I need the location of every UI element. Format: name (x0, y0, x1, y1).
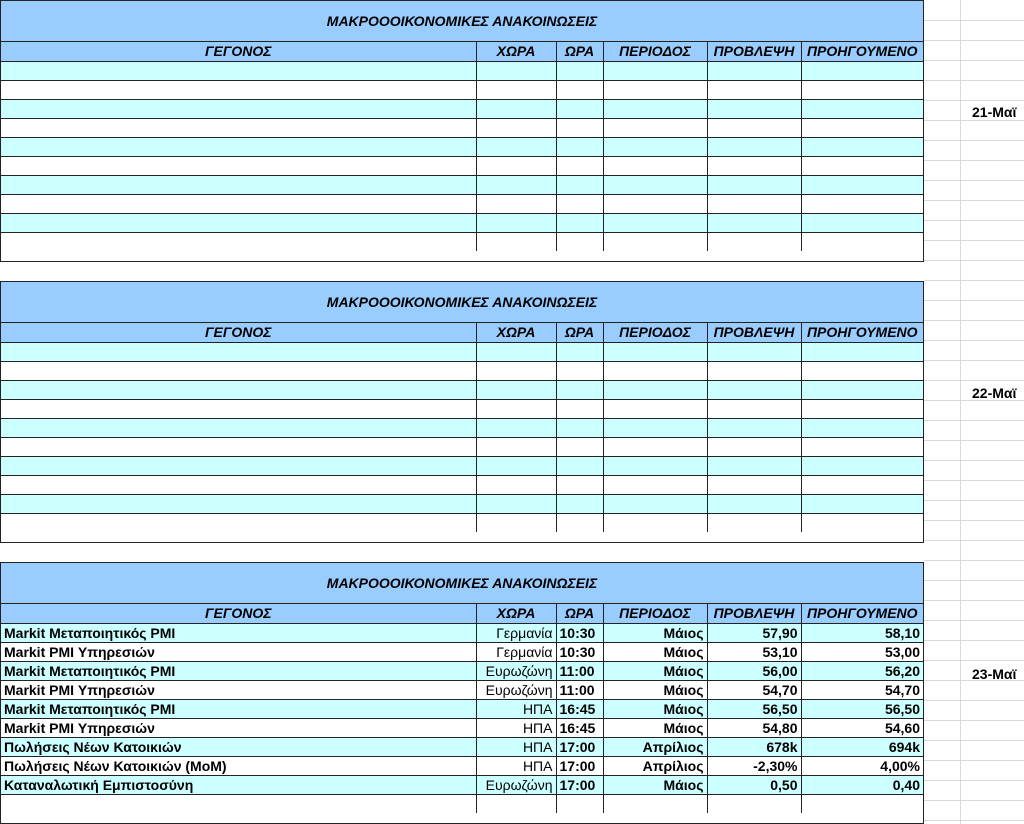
cell-previous[interactable]: 56,50 (801, 699, 923, 718)
cell-time[interactable]: 16:45 (556, 718, 603, 737)
cell-previous[interactable]: 54,60 (801, 718, 923, 737)
cell-event[interactable] (1, 175, 476, 194)
table-row (1, 175, 923, 194)
announcements-table (1, 42, 923, 251)
cell-country[interactable]: ΗΠΑ (476, 699, 556, 718)
cell-time[interactable] (556, 99, 603, 118)
table-row (1, 418, 923, 437)
cell-time[interactable] (556, 80, 603, 99)
cell-period[interactable] (603, 513, 707, 532)
cell-forecast[interactable] (707, 156, 801, 175)
cell-country[interactable] (476, 61, 556, 80)
table-row (1, 342, 923, 361)
col-header-forecast: ΠΡΟΒΛΕΨΗ (707, 323, 801, 342)
cell-time[interactable] (556, 342, 603, 361)
cell-forecast[interactable] (707, 194, 801, 213)
col-header-period: ΠΕΡΙΟΔΟΣ (603, 323, 707, 342)
cell-event[interactable]: Markit PMI Υπηρεσιών (1, 642, 476, 661)
cell-time[interactable] (556, 456, 603, 475)
col-header-country: ΧΩΡΑ (476, 323, 556, 342)
cell-previous[interactable] (801, 437, 923, 456)
cell-country[interactable] (476, 80, 556, 99)
cell-event[interactable]: Markit Μεταποιητικός PMI (1, 661, 476, 680)
table-row (1, 756, 923, 775)
cell-period[interactable] (603, 61, 707, 80)
cell-previous[interactable]: 694k (801, 737, 923, 756)
cell-previous[interactable] (801, 794, 923, 813)
cell-time[interactable] (556, 794, 603, 813)
cell-previous[interactable] (801, 175, 923, 194)
cell-country[interactable] (476, 137, 556, 156)
table-row (1, 137, 923, 156)
cell-forecast[interactable] (707, 380, 801, 399)
table-row (1, 718, 923, 737)
cell-previous[interactable] (801, 456, 923, 475)
cell-event[interactable] (1, 342, 476, 361)
cell-forecast[interactable] (707, 399, 801, 418)
cell-event[interactable] (1, 437, 476, 456)
block-title: ΜΑΚΡΟΟΟΙΚΟΝΟΜΙΚΕΣ ΑΝΑΚΟΙΝΩΣΕΙΣ (1, 282, 923, 323)
cell-country[interactable]: ΗΠΑ (476, 718, 556, 737)
cell-country[interactable] (476, 99, 556, 118)
cell-period[interactable]: Μάιος (603, 623, 707, 642)
date-label: 21-Μαϊ (972, 104, 1017, 120)
cell-event[interactable] (1, 232, 476, 251)
cell-period[interactable] (603, 494, 707, 513)
macro-block-1 (0, 0, 924, 262)
cell-event[interactable]: Πωλήσεις Νέων Κατοικιών (MoM) (1, 756, 476, 775)
cell-period[interactable] (603, 99, 707, 118)
cell-event[interactable] (1, 456, 476, 475)
col-header-forecast: ΠΡΟΒΛΕΨΗ (707, 604, 801, 623)
cell-previous[interactable] (801, 232, 923, 251)
col-header-event: ΓΕΓΟΝΟΣ (1, 42, 476, 61)
cell-period[interactable] (603, 175, 707, 194)
table-row (1, 99, 923, 118)
cell-time[interactable]: 17:00 (556, 775, 603, 794)
cell-time[interactable] (556, 494, 603, 513)
cell-forecast[interactable] (707, 175, 801, 194)
cell-previous[interactable] (801, 213, 923, 232)
cell-previous[interactable]: 4,00% (801, 756, 923, 775)
cell-country[interactable] (476, 399, 556, 418)
cell-event[interactable] (1, 80, 476, 99)
cell-forecast[interactable] (707, 513, 801, 532)
cell-time[interactable] (556, 156, 603, 175)
cell-time[interactable] (556, 61, 603, 80)
cell-period[interactable]: Μάιος (603, 718, 707, 737)
cell-period[interactable]: Μάιος (603, 699, 707, 718)
cell-period[interactable] (603, 137, 707, 156)
col-header-previous: ΠΡΟΗΓΟΥΜΕΝΟ (801, 42, 923, 61)
cell-forecast[interactable] (707, 494, 801, 513)
cell-period[interactable] (603, 456, 707, 475)
cell-country[interactable]: Γερμανία (476, 623, 556, 642)
table-row (1, 194, 923, 213)
cell-time[interactable]: 11:00 (556, 680, 603, 699)
cell-previous[interactable] (801, 61, 923, 80)
cell-period[interactable] (603, 399, 707, 418)
cell-country[interactable] (476, 380, 556, 399)
cell-event[interactable]: Markit PMI Υπηρεσιών (1, 680, 476, 699)
cell-time[interactable] (556, 475, 603, 494)
block-title: ΜΑΚΡΟΟΟΙΚΟΝΟΜΙΚΕΣ ΑΝΑΚΟΙΝΩΣΕΙΣ (1, 563, 923, 604)
cell-forecast[interactable] (707, 794, 801, 813)
cell-forecast[interactable] (707, 342, 801, 361)
cell-event[interactable] (1, 513, 476, 532)
table-row (1, 437, 923, 456)
table-row (1, 661, 923, 680)
cell-country[interactable] (476, 513, 556, 532)
cell-time[interactable] (556, 437, 603, 456)
col-header-period: ΠΕΡΙΟΔΟΣ (603, 42, 707, 61)
cell-time[interactable] (556, 232, 603, 251)
cell-previous[interactable] (801, 418, 923, 437)
table-row (1, 156, 923, 175)
cell-event[interactable] (1, 475, 476, 494)
col-header-forecast: ΠΡΟΒΛΕΨΗ (707, 42, 801, 61)
cell-forecast[interactable]: 56,00 (707, 661, 801, 680)
cell-period[interactable]: Μάιος (603, 642, 707, 661)
cell-time[interactable] (556, 175, 603, 194)
cell-country[interactable] (476, 175, 556, 194)
cell-time[interactable] (556, 513, 603, 532)
cell-event[interactable] (1, 213, 476, 232)
cell-event[interactable] (1, 99, 476, 118)
table-row (1, 80, 923, 99)
cell-period[interactable]: Μάιος (603, 661, 707, 680)
cell-country[interactable] (476, 437, 556, 456)
table-row (1, 513, 923, 532)
cell-previous[interactable] (801, 80, 923, 99)
cell-event[interactable] (1, 399, 476, 418)
cell-time[interactable]: 10:30 (556, 623, 603, 642)
cell-time[interactable]: 11:00 (556, 661, 603, 680)
cell-time[interactable] (556, 418, 603, 437)
cell-country[interactable] (476, 342, 556, 361)
cell-forecast[interactable]: 53,10 (707, 642, 801, 661)
col-header-previous: ΠΡΟΗΓΟΥΜΕΝΟ (801, 323, 923, 342)
date-label: 23-Μαϊ (972, 666, 1017, 682)
cell-time[interactable]: 17:00 (556, 756, 603, 775)
table-row (1, 213, 923, 232)
cell-previous[interactable] (801, 118, 923, 137)
table-row (1, 380, 923, 399)
cell-country[interactable]: Ευρωζώνη (476, 661, 556, 680)
cell-time[interactable] (556, 361, 603, 380)
cell-forecast[interactable] (707, 213, 801, 232)
table-row (1, 642, 923, 661)
cell-forecast[interactable] (707, 418, 801, 437)
col-header-event: ΓΕΓΟΝΟΣ (1, 323, 476, 342)
cell-period[interactable] (603, 794, 707, 813)
cell-country[interactable]: Ευρωζώνη (476, 775, 556, 794)
cell-time[interactable] (556, 137, 603, 156)
cell-period[interactable] (603, 342, 707, 361)
cell-event[interactable] (1, 418, 476, 437)
cell-country[interactable] (476, 213, 556, 232)
cell-period[interactable]: Απρίλιος (603, 756, 707, 775)
cell-previous[interactable]: 54,70 (801, 680, 923, 699)
cell-period[interactable] (603, 80, 707, 99)
cell-previous[interactable] (801, 475, 923, 494)
col-header-previous: ΠΡΟΗΓΟΥΜΕΝΟ (801, 604, 923, 623)
cell-event[interactable] (1, 794, 476, 813)
cell-country[interactable] (476, 794, 556, 813)
cell-time[interactable]: 17:00 (556, 737, 603, 756)
cell-previous[interactable] (801, 99, 923, 118)
announcements-table (1, 604, 923, 813)
col-header-country: ΧΩΡΑ (476, 604, 556, 623)
cell-period[interactable] (603, 418, 707, 437)
cell-forecast[interactable]: 56,50 (707, 699, 801, 718)
cell-event[interactable] (1, 194, 476, 213)
cell-forecast[interactable]: 54,80 (707, 718, 801, 737)
cell-previous[interactable] (801, 380, 923, 399)
table-row (1, 775, 923, 794)
table-row (1, 699, 923, 718)
table-row (1, 475, 923, 494)
block-title: ΜΑΚΡΟΟΟΙΚΟΝΟΜΙΚΕΣ ΑΝΑΚΟΙΝΩΣΕΙΣ (1, 1, 923, 42)
cell-forecast[interactable] (707, 437, 801, 456)
cell-country[interactable]: Γερμανία (476, 642, 556, 661)
cell-event[interactable]: Καταναλωτική Εμπιστοσύνη (1, 775, 476, 794)
cell-country[interactable] (476, 232, 556, 251)
cell-event[interactable] (1, 118, 476, 137)
macro-block-3 (0, 562, 924, 824)
cell-country[interactable] (476, 418, 556, 437)
cell-time[interactable] (556, 380, 603, 399)
cell-event[interactable] (1, 494, 476, 513)
cell-previous[interactable]: 56,20 (801, 661, 923, 680)
cell-period[interactable] (603, 232, 707, 251)
cell-event[interactable] (1, 380, 476, 399)
col-header-time: ΩΡΑ (556, 323, 603, 342)
cell-period[interactable] (603, 380, 707, 399)
cell-previous[interactable] (801, 342, 923, 361)
cell-period[interactable]: Απρίλιος (603, 737, 707, 756)
cell-forecast[interactable] (707, 118, 801, 137)
cell-previous[interactable] (801, 361, 923, 380)
table-row (1, 680, 923, 699)
table-row (1, 399, 923, 418)
cell-previous[interactable]: 0,40 (801, 775, 923, 794)
cell-event[interactable]: Markit Μεταποιητικός PMI (1, 623, 476, 642)
col-header-country: ΧΩΡΑ (476, 42, 556, 61)
table-row (1, 61, 923, 80)
cell-forecast[interactable]: 678k (707, 737, 801, 756)
macro-block-2 (0, 281, 924, 543)
cell-previous[interactable] (801, 494, 923, 513)
cell-forecast[interactable]: 57,90 (707, 623, 801, 642)
table-row (1, 494, 923, 513)
table-row (1, 623, 923, 642)
cell-previous[interactable] (801, 194, 923, 213)
cell-time[interactable] (556, 118, 603, 137)
cell-country[interactable] (476, 475, 556, 494)
table-row (1, 737, 923, 756)
table-row (1, 361, 923, 380)
cell-forecast[interactable] (707, 456, 801, 475)
cell-period[interactable] (603, 437, 707, 456)
cell-time[interactable] (556, 399, 603, 418)
cell-period[interactable] (603, 118, 707, 137)
announcements-table (1, 323, 923, 532)
cell-country[interactable] (476, 361, 556, 380)
cell-previous[interactable]: 53,00 (801, 642, 923, 661)
cell-forecast[interactable] (707, 137, 801, 156)
cell-event[interactable] (1, 137, 476, 156)
cell-country[interactable] (476, 456, 556, 475)
cell-forecast[interactable] (707, 61, 801, 80)
cell-period[interactable] (603, 194, 707, 213)
table-row (1, 118, 923, 137)
cell-previous[interactable] (801, 156, 923, 175)
table-row (1, 232, 923, 251)
col-header-event: ΓΕΓΟΝΟΣ (1, 604, 476, 623)
cell-country[interactable]: Ευρωζώνη (476, 680, 556, 699)
col-header-time: ΩΡΑ (556, 42, 603, 61)
cell-forecast[interactable]: 54,70 (707, 680, 801, 699)
cell-forecast[interactable] (707, 361, 801, 380)
cell-period[interactable] (603, 361, 707, 380)
cell-previous[interactable]: 58,10 (801, 623, 923, 642)
cell-forecast[interactable] (707, 475, 801, 494)
cell-previous[interactable] (801, 399, 923, 418)
cell-event[interactable] (1, 156, 476, 175)
cell-previous[interactable] (801, 137, 923, 156)
col-header-period: ΠΕΡΙΟΔΟΣ (603, 604, 707, 623)
cell-time[interactable] (556, 194, 603, 213)
cell-period[interactable]: Μάιος (603, 680, 707, 699)
cell-country[interactable] (476, 156, 556, 175)
cell-forecast[interactable] (707, 99, 801, 118)
date-label: 22-Μαϊ (972, 385, 1017, 401)
cell-period[interactable] (603, 213, 707, 232)
cell-country[interactable]: ΗΠΑ (476, 737, 556, 756)
cell-forecast[interactable]: 0,50 (707, 775, 801, 794)
cell-event[interactable]: Πωλήσεις Νέων Κατοικιών (1, 737, 476, 756)
cell-forecast[interactable] (707, 232, 801, 251)
cell-time[interactable] (556, 213, 603, 232)
cell-country[interactable] (476, 494, 556, 513)
col-header-time: ΩΡΑ (556, 604, 603, 623)
cell-event[interactable]: Markit PMI Υπηρεσιών (1, 718, 476, 737)
cell-forecast[interactable] (707, 80, 801, 99)
cell-event[interactable]: Markit Μεταποιητικός PMI (1, 699, 476, 718)
cell-previous[interactable] (801, 513, 923, 532)
table-row (1, 456, 923, 475)
cell-time[interactable]: 10:30 (556, 642, 603, 661)
cell-period[interactable] (603, 475, 707, 494)
cell-period[interactable] (603, 156, 707, 175)
cell-country[interactable] (476, 118, 556, 137)
cell-time[interactable]: 16:45 (556, 699, 603, 718)
cell-forecast[interactable]: -2,30% (707, 756, 801, 775)
cell-country[interactable] (476, 194, 556, 213)
cell-event[interactable] (1, 61, 476, 80)
cell-country[interactable]: ΗΠΑ (476, 756, 556, 775)
table-row (1, 794, 923, 813)
cell-period[interactable]: Μάιος (603, 775, 707, 794)
cell-event[interactable] (1, 361, 476, 380)
